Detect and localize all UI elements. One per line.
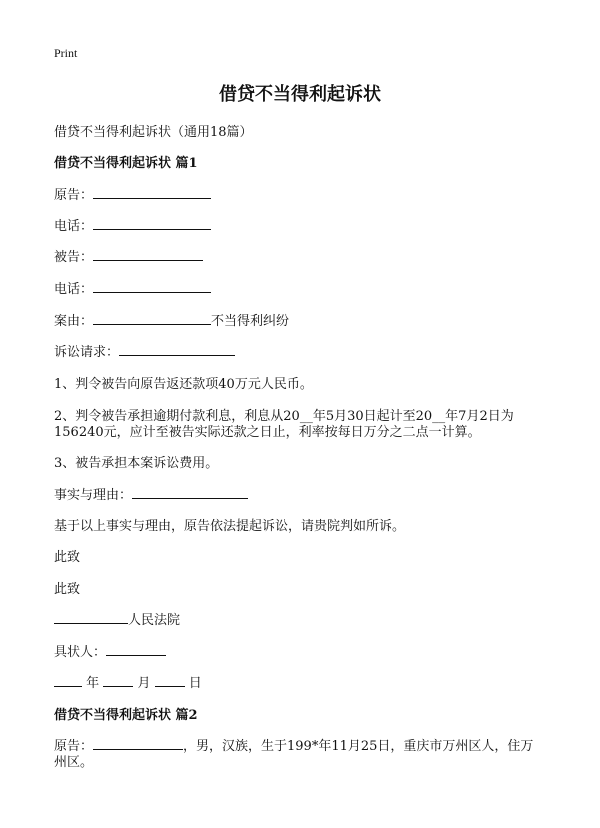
court-blank bbox=[54, 611, 128, 624]
plaintiff-blank bbox=[93, 186, 211, 199]
phone-blank-2 bbox=[93, 280, 211, 293]
plaintiff2-line-2: 州区。 bbox=[54, 755, 94, 770]
cause-suffix: 不当得利纠纷 bbox=[211, 314, 290, 329]
claims-line bbox=[54, 341, 235, 360]
regards-1: 此致 bbox=[54, 550, 81, 565]
phone-label-2: 电话： bbox=[54, 282, 94, 297]
cause-line bbox=[54, 310, 289, 329]
claim-2-line-2: 156240元，应计至被告实际还款之日止，利率按每日万分之二点一计算。 bbox=[54, 425, 481, 440]
year-label: 年 bbox=[86, 676, 100, 691]
phone-blank-1 bbox=[93, 217, 211, 230]
cause-blank bbox=[93, 312, 211, 325]
court-line bbox=[54, 609, 180, 628]
phone-line-2 bbox=[54, 278, 211, 297]
plaintiff2-line bbox=[54, 735, 533, 754]
claims-blank bbox=[119, 343, 235, 356]
facts-line bbox=[54, 484, 248, 503]
page-title: 借贷不当得利起诉状 bbox=[219, 84, 381, 105]
cause-label: 案由： bbox=[54, 314, 94, 329]
day-label: 日 bbox=[188, 676, 202, 691]
print-label: Print bbox=[54, 46, 78, 60]
defendant-label: 被告： bbox=[54, 250, 94, 265]
claim-1: 1、判令被告向原告返还款项40万元人民币。 bbox=[54, 377, 313, 392]
plaintiff-label: 原告： bbox=[54, 188, 94, 203]
plaintiff2-blank bbox=[93, 737, 183, 750]
section-heading-2: 借贷不当得利起诉状 篇2 bbox=[54, 708, 198, 723]
facts-blank bbox=[132, 486, 248, 499]
doc-subtitle: 借贷不当得利起诉状（通用18篇） bbox=[54, 125, 253, 140]
court-label: 人民法院 bbox=[128, 613, 181, 628]
claim-2-line-1: 2、判令被告承担逾期付款利息，利息从20__年5月30日起计至20__年7月2日为 bbox=[54, 409, 514, 424]
month-blank bbox=[103, 674, 133, 687]
signer-line bbox=[54, 641, 166, 660]
phone-line-1 bbox=[54, 215, 211, 234]
defendant-blank bbox=[93, 248, 203, 261]
day-blank bbox=[155, 674, 185, 687]
basis-paragraph: 基于以上事实与理由，原告依法提起诉讼，请贵院判如所诉。 bbox=[54, 519, 406, 534]
plaintiff2-label: 原告： bbox=[54, 739, 94, 754]
phone-label-1: 电话： bbox=[54, 219, 94, 234]
plaintiff-line bbox=[54, 184, 211, 203]
claims-label: 诉讼请求： bbox=[54, 345, 120, 360]
signer-blank bbox=[106, 643, 166, 656]
section-heading-1: 借贷不当得利起诉状 篇1 bbox=[54, 156, 198, 171]
month-label: 月 bbox=[137, 676, 151, 691]
regards-2: 此致 bbox=[54, 582, 81, 597]
facts-label: 事实与理由： bbox=[54, 488, 133, 503]
date-line bbox=[54, 672, 202, 691]
signer-label: 具状人： bbox=[54, 645, 107, 660]
year-blank bbox=[54, 674, 82, 687]
plaintiff2-text: ，男，汉族，生于199*年11月25日，重庆市万州区人，住万 bbox=[183, 739, 534, 754]
claim-3: 3、被告承担本案诉讼费用。 bbox=[54, 456, 219, 471]
defendant-line bbox=[54, 246, 203, 265]
